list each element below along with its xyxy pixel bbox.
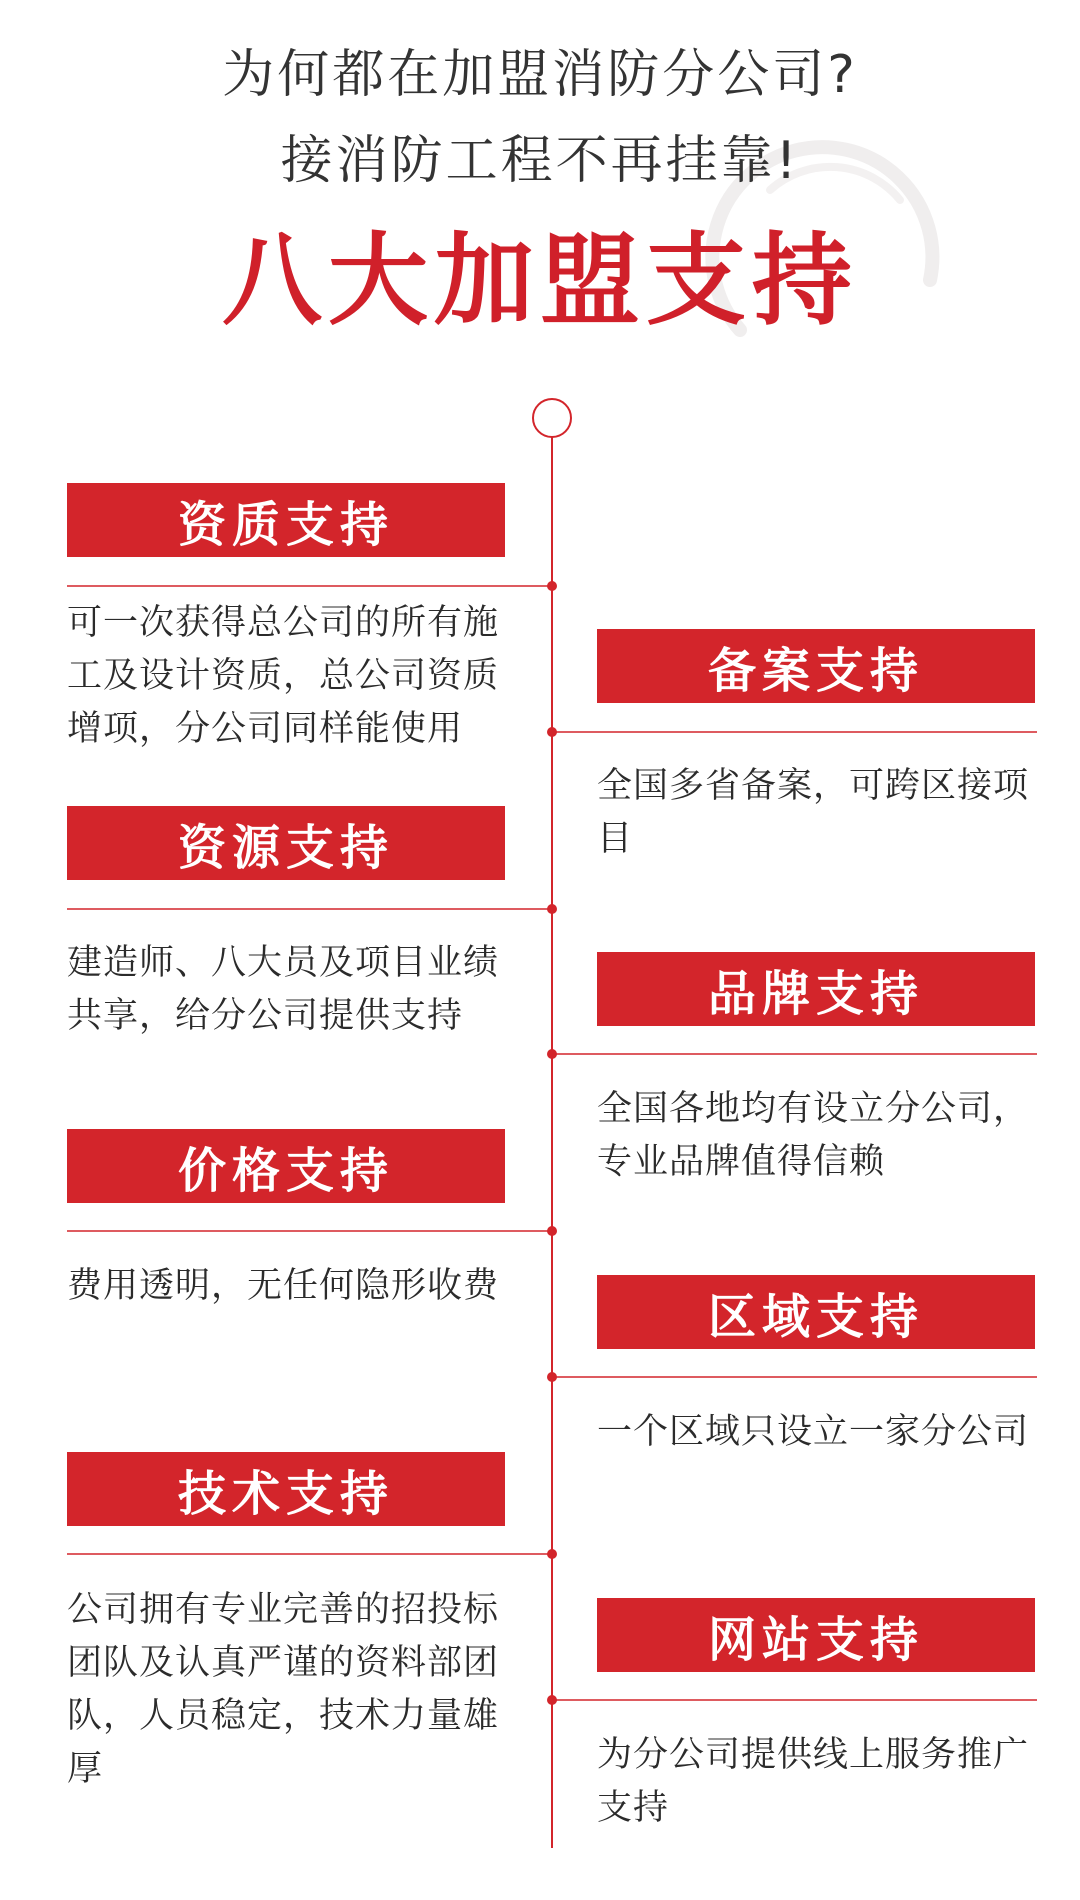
headline-question: 为何都在加盟消防分公司? — [222, 45, 858, 105]
section-title-filing: 备案支持 — [597, 629, 1035, 703]
timeline-dot — [547, 1695, 557, 1705]
page-title: 八大加盟支持 — [222, 222, 858, 339]
headline-subtitle: 接消防工程不再挂靠! — [280, 131, 800, 191]
section-desc-price: 费用透明，无任何隐形收费 — [67, 1266, 500, 1306]
section-desc-technology: 公司拥有专业完善的招投标团队及认真严谨的资料部团队，人员稳定，技术力量雄厚 — [67, 1590, 500, 1789]
timeline-dot — [547, 581, 557, 591]
timeline-dot — [547, 1372, 557, 1382]
timeline-start-circle — [533, 399, 571, 437]
section-desc-filing: 全国多省备案，可跨区接项目 — [597, 766, 1030, 859]
section-desc-website: 为分公司提供线上服务推广支持 — [597, 1735, 1030, 1828]
timeline-dot — [547, 1549, 557, 1559]
timeline-dot — [547, 904, 557, 914]
section-title-price: 价格支持 — [67, 1129, 505, 1203]
timeline-dot — [547, 1049, 557, 1059]
section-title-qualification: 资质支持 — [67, 483, 505, 557]
timeline-dot — [547, 727, 557, 737]
section-title-technology: 技术支持 — [67, 1452, 505, 1526]
section-title-brand: 品牌支持 — [597, 952, 1035, 1026]
section-desc-qualification: 可一次获得总公司的所有施工及设计资质，总公司资质增项，分公司同样能使用 — [67, 603, 500, 749]
section-title-website: 网站支持 — [597, 1598, 1035, 1672]
section-title-resources: 资源支持 — [67, 806, 505, 880]
section-desc-region: 一个区域只设立一家分公司 — [597, 1412, 1030, 1452]
timeline-dot — [547, 1226, 557, 1236]
section-desc-brand: 全国各地均有设立分公司，专业品牌值得信赖 — [597, 1089, 1030, 1182]
section-title-region: 区域支持 — [597, 1275, 1035, 1349]
section-desc-resources: 建造师、八大员及项目业绩共享，给分公司提供支持 — [67, 943, 500, 1036]
